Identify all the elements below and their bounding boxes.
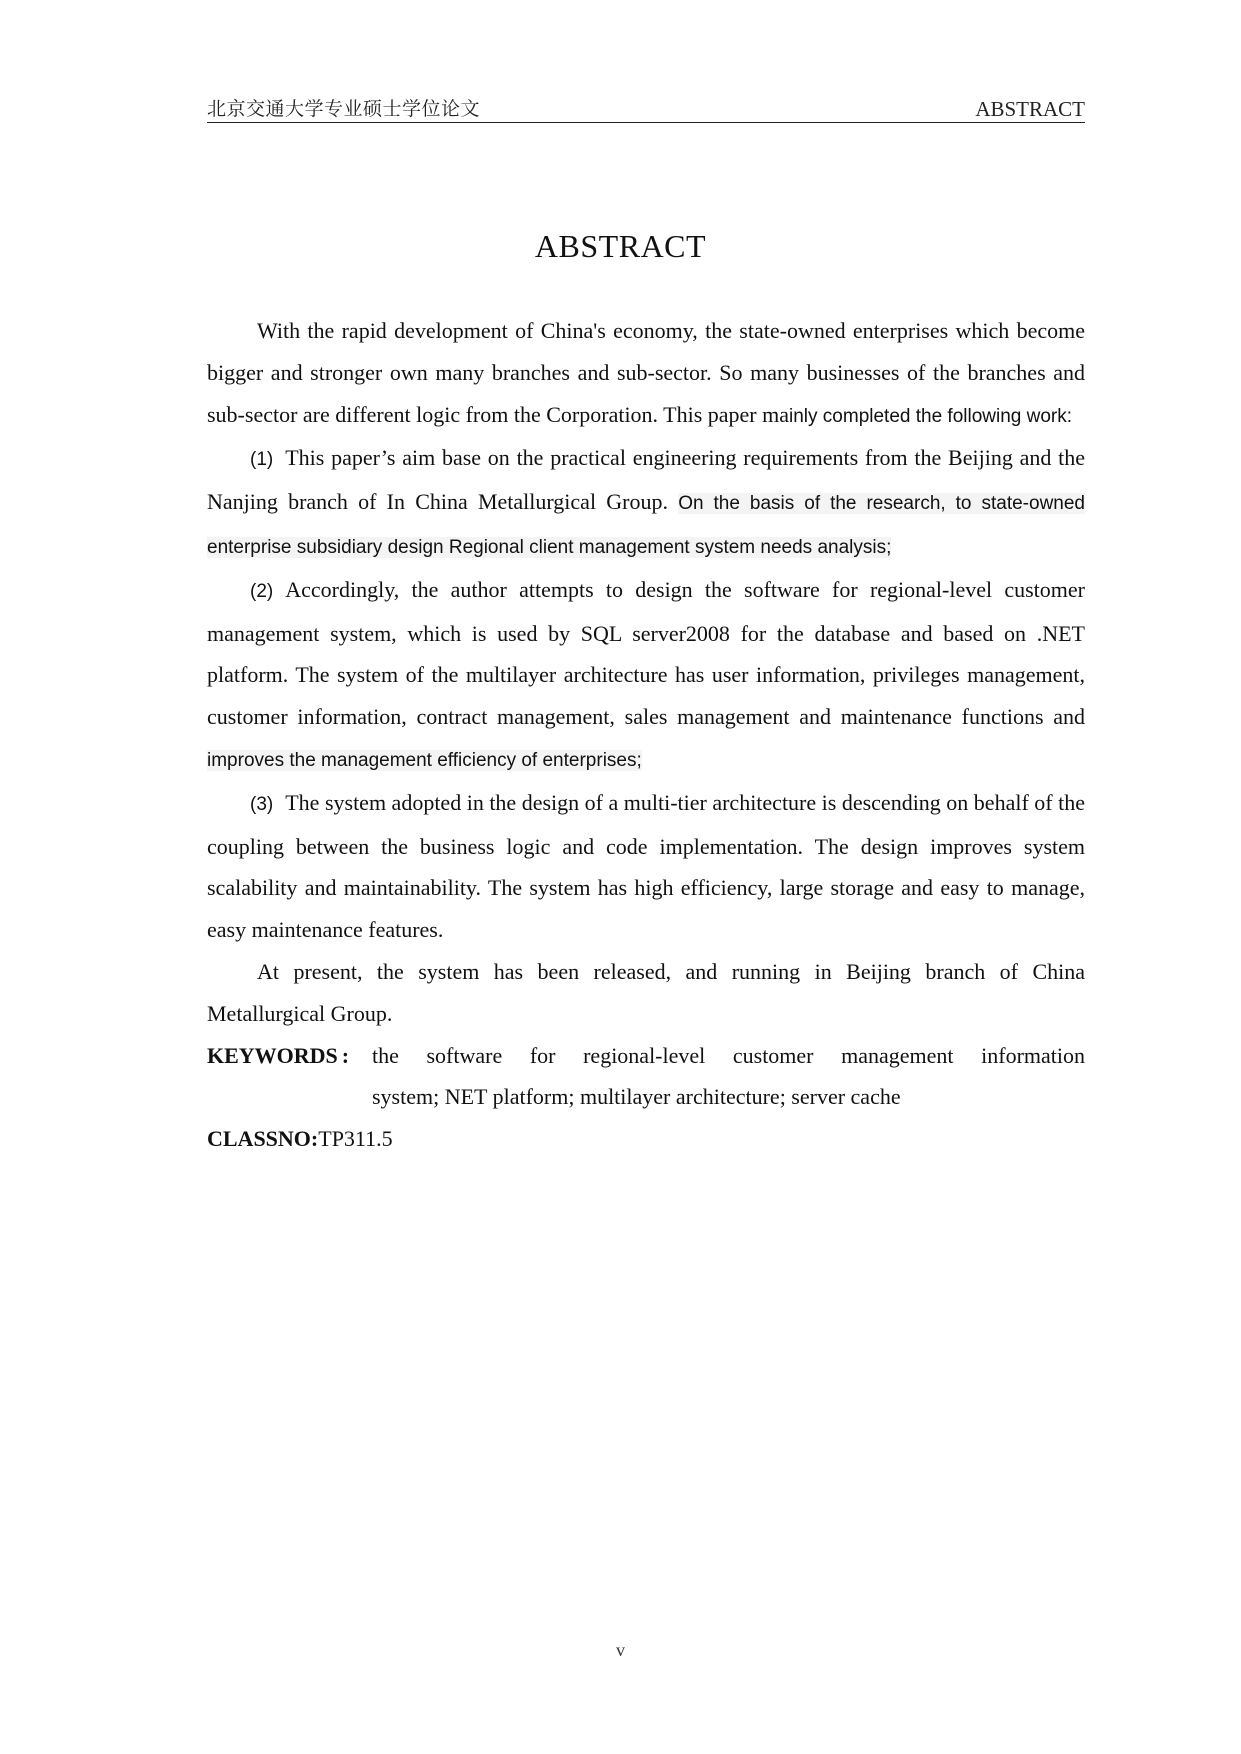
- list-item-number: (2): [250, 580, 274, 602]
- list-item-1: [207, 437, 1085, 568]
- classno-block: [207, 1118, 1085, 1160]
- keywords-label: KEYWORDS :: [207, 1042, 350, 1068]
- list-item-3: [207, 782, 1085, 951]
- header-section-name: ABSTRACT: [975, 97, 1085, 121]
- page-title: ABSTRACT: [534, 228, 707, 264]
- list-item-text: This paper’s aim base on the practical engineering requirements from the Beijing and the Nanjing branch of In China Metallurgical Group.: [207, 445, 1085, 515]
- intro-paragraph: [207, 310, 1085, 437]
- intro-text-continued: inly completed the following work:: [789, 405, 1073, 427]
- classno-value: TP311.5: [318, 1126, 393, 1152]
- list-item-2: [207, 569, 1085, 782]
- keywords-value: [372, 1035, 1085, 1119]
- classno-label: CLASSNO:: [207, 1126, 319, 1152]
- list-item-text-highlighted: On the basis of the research, to state-owned enterprise subsidiary design Regional client management system needs analysis;: [207, 493, 1085, 558]
- intro-text: With the rapid development of China's economy, the state-owned enterprises which become bigger and stronger own many branches and sub-sector. So many businesses of the branches and sub-sector are different logic from the Corporation. This paper ma: [207, 318, 1085, 427]
- list-item-text: The system adopted in the design of a multi-tier architecture is descending on behalf of the coupling between the business logic and code implementation. The design improves system scalability and maintainability. The system has high efficiency, large storage and easy to manage, easy maintenance features.: [207, 789, 1085, 943]
- abstract-body: [207, 310, 1085, 1160]
- list-item-number: (1): [250, 449, 274, 471]
- closing-paragraph: At present, the system has been released, and running in Beijing branch of China Metallurgical Group.: [207, 958, 1085, 1026]
- keywords-line-1: the software for regional-level customer management information: [372, 1042, 1085, 1068]
- list-item-number: (3): [250, 793, 274, 815]
- list-item-text: Accordingly, the author attempts to design the software for regional-level customer management system, which is used by SQL server2008 for the database and based on .NET platform. The system of the multilayer architecture has user information, privileges management, customer information, contract management, sales management and maintenance functions and: [207, 576, 1085, 730]
- list-item-text-highlighted: improves the management efficiency of enterprises;: [207, 749, 642, 771]
- page-number: v: [616, 1640, 625, 1660]
- keywords-line-2: system; NET platform; multilayer architecture; server cache: [372, 1084, 901, 1110]
- keywords-block: [207, 1035, 1085, 1119]
- running-header: [207, 96, 1085, 123]
- header-thesis-title: 北京交通大学专业硕士学位论文: [207, 98, 481, 120]
